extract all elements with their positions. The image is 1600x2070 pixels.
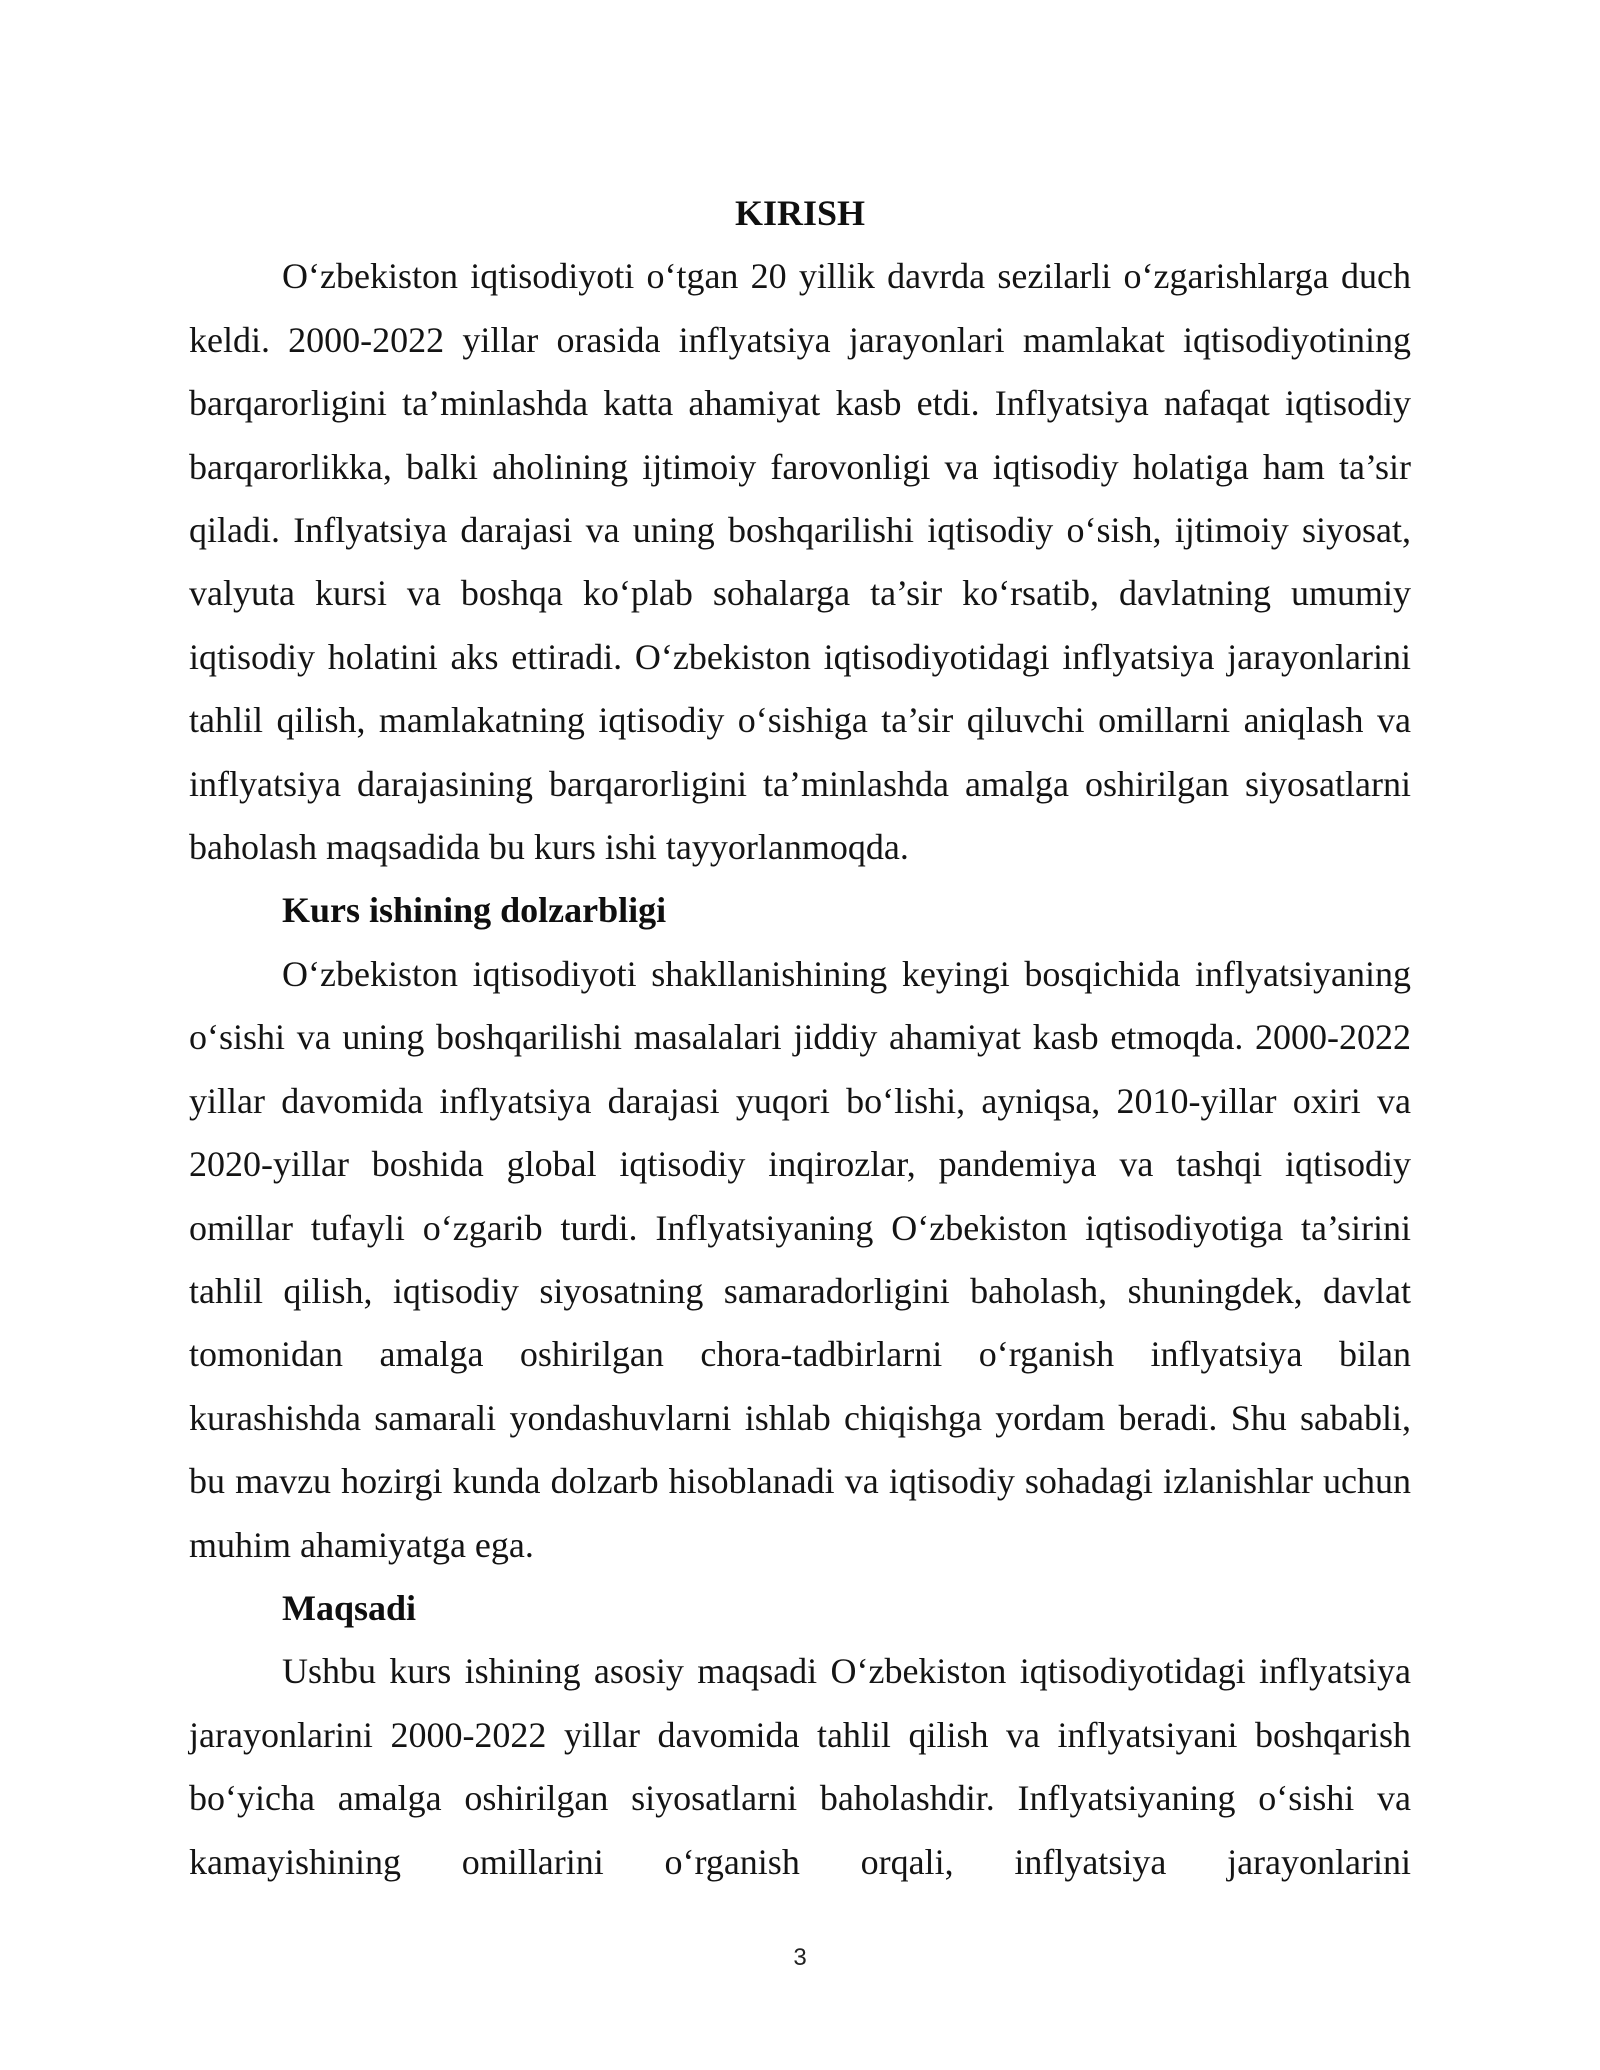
section-title: KIRISH [734, 193, 866, 233]
relevance-paragraph: O‘zbekiston iqtisodiyoti shakllanishining keyingi bosqichida inflyatsiyaning o‘sishi va uning boshqarilishi masalalari jiddiy ahamiyat kasb etmoqda. 2000-2022 yillar davomida inflyatsiya darajasi yuqori bo‘lishi, ayniqsa, 2010-yillar oxiri va 2020-yillar boshida global iqtisodiy inqirozlar, pandemiya va tashqi iqtisodiy omillar tufayli o‘zgarib turdi. Inflyatsiyaning O‘zbekiston iqtisodiyotiga ta’sirini tahlil qilish, iqtisodiy siyosatning samaradorligini baholash, shuningdek, davlat tomonidan amalga oshirilgan chora-tadbirlarni o‘rganish inflyatsiya bilan kurashishda samarali yondashuvlarni ishlab chiqishga yordam beradi. Shu sababli, bu mavzu hozirgi kunda dolzarb hisoblanadi va iqtisodiy sohadagi izlanishlar uchun muhim ahamiyatga ega. [189, 953, 1411, 1565]
relevance-heading: Kurs ishining dolzarbligi [282, 890, 667, 931]
intro-paragraph: O‘zbekiston iqtisodiyoti o‘tgan 20 yillik davrda sezilarli o‘zgarishlarga duch keldi. 2000-2022 yillar orasida inflyatsiya jarayonlari mamlakat iqtisodiyotining barqarorligini ta’minlashda katta ahamiyat kasb etdi. Inflyatsiya nafaqat iqtisodiy barqarorlikka, balki aholining ijtimoiy farovonligi va iqtisodiy holatiga ham ta’sir qiladi. Inflyatsiya darajasi va uning boshqarilishi iqtisodiy o‘sish, ijtimoiy siyosat, valyuta kursi va boshqa ko‘plab sohalarga ta’sir ko‘rsatib, davlatning umumiy iqtisodiy holatini aks ettiradi. O‘zbekiston iqtisodiyotidagi inflyatsiya jarayonlarini tahlil qilish, mamlakatning iqtisodiy o‘sishiga ta’sir qiluvchi omillarni aniqlash va inflyatsiya darajasining barqarorligini ta’minlashda amalga oshirilgan siyosatlarni baholash maqsadida bu kurs ishi tayyorlanmoqda. [189, 256, 1411, 868]
goal-paragraph: Ushbu kurs ishining asosiy maqsadi O‘zbekiston iqtisodiyotidagi inflyatsiya jarayonlarini 2000-2022 yillar davomida tahlil qilish va inflyatsiyani boshqarish bo‘yicha amalga oshirilgan siyosatlarni baholashdir. Inflyatsiyaning o‘sishi va kamayishining omillarini o‘rganish orqali, inflyatsiya jarayonlarini [189, 1651, 1411, 1882]
goal-heading: Maqsadi [282, 1587, 417, 1628]
page-number: 3 [793, 1944, 807, 1971]
page-content [189, 182, 1411, 1894]
